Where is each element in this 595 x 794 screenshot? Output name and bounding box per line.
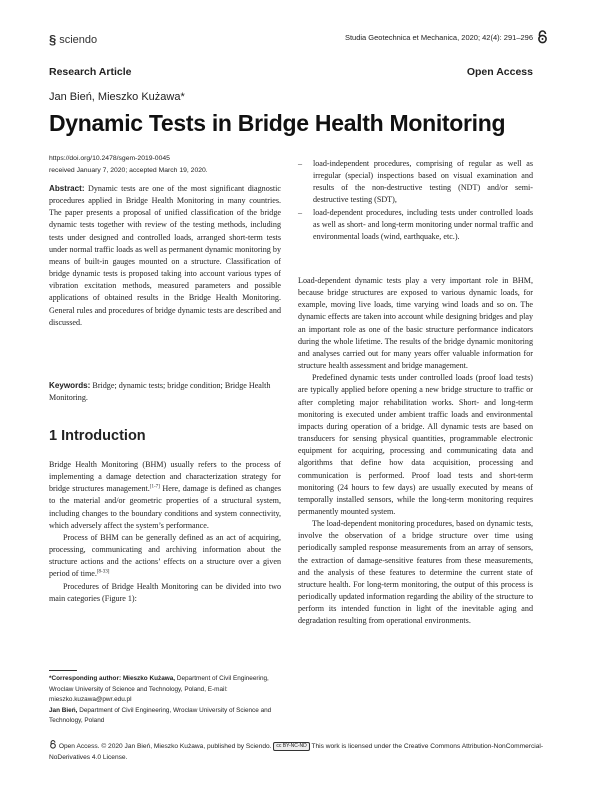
keywords-text: Bridge; dynamic tests; bridge condition; Bridge Health Monitoring. (49, 381, 271, 403)
list-dash: – (298, 159, 303, 168)
license-text-2: This work is licensed under the Creative Commons Attribution-NonCommercial-NoDerivatives 4.0 License. (49, 743, 544, 761)
intro-paragraph-1 (49, 459, 281, 532)
license-text: Open Access. © 2020 Jan Bień, Mieszko Kużawa, published by Sciendo. (58, 743, 272, 750)
introduction-body (49, 459, 281, 605)
list-item-text: load-independent procedures, comprising of regular as well as irregular (special) inspections based on visual examination and results of the non-destructive testing (NDT) and/or semi-destructive testing (SDT), (313, 159, 533, 205)
authors: Jan Bień, Mieszko Kużawa* (49, 91, 185, 103)
keywords (49, 380, 281, 404)
section-heading-introduction: 1 Introduction (49, 428, 146, 444)
list-dash: – (298, 207, 303, 217)
footnote-divider (49, 670, 77, 671)
list-item (298, 207, 533, 243)
list-item (298, 158, 533, 207)
body-paragraph: Load-dependent dynamic tests play a very important role in BHM, because bridge structures are exposed to various dynamic loads, for example, moving live loads, time varying wind loads and so on. The dynamic effects are taken into account while designing bridges and play an important role as one of the basic structure performance indicators during the whole lifetime. The results of the bridge dynamic monitoring and analyses carried out for many years offer valuable information for structure health assessment and bridge management. (298, 276, 533, 371)
second-author-text: Department of Civil Engineering, Wroclaw University of Science and Technology, Poland (49, 706, 272, 725)
abstract-label: Abstract: (49, 184, 85, 193)
paper-title: Dynamic Tests in Bridge Health Monitoring (49, 110, 506, 136)
abstract (49, 183, 281, 329)
open-access-icon (537, 30, 548, 44)
procedure-list (298, 158, 533, 243)
article-type: Research Article (49, 66, 132, 78)
keywords-label: Keywords: (49, 381, 91, 390)
corresponding-author-text: Department of Civil Engineering, Wroclaw University of Science and Technology, Poland, E-mail: mieszko.kuzawa@pwr.edu.pl (49, 675, 269, 704)
intro-p1-text: Bridge Health Monitoring (BHM) usually refers to the process of implementing a damage detection and characterization strategy for bridge structures management. (49, 460, 281, 494)
open-access-label: Open Access (466, 66, 533, 78)
intro-paragraph-2 (49, 532, 281, 581)
intro-p2-text: Process of BHM can be generally defined as an act of acquiring, processing, communicating and archiving information about the structure actions and the actions’ effects on a structure over a given period of time. (49, 532, 281, 579)
license-notice (49, 740, 544, 764)
author-footnote (49, 674, 289, 727)
doi-link[interactable]: https://doi.org/10.2478/sgem-2019-0045 (49, 155, 170, 162)
abstract-text: Dynamic tests are one of the most significant diagnostic procedures applied in Bridge Health Monitoring in many countries. The paper presents a proposal of unified classification of the bridge dynamic tests together with review of the testing methods, including tests under designed and controlled loads, arranged short-term tests under normal traffic loads as well as permanent dynamic monitoring by means of built-in gauges mounted on a structure. Classification of bridge dynamic tests is proposed taking into account various types of vibration excitation methods, measured parameters and possible applications of obtained results in the Bridge Health Monitoring. General rules and procedures of bridge dynamic tests are described and discussed. (49, 184, 281, 327)
corresponding-author-note (49, 674, 289, 706)
second-author-note (49, 706, 289, 727)
citation-ref[interactable]: [8-33] (96, 569, 110, 575)
sciendo-logo-icon: § (49, 32, 57, 47)
body-paragraph: The load-dependent monitoring procedures, based on dynamic tests, involve the observation of a bridge structure over time using periodically sampled response measurements from an array of sensors, the extraction of damage-sensitive features from these measurements, and the analysis of these features to determine the current state of structure health. For long-term monitoring, the output of this process is periodically updated information regarding the ability of the structure to perform its intended function in light of the inevitable aging and degradation resulting from operational environments. (298, 519, 533, 626)
open-access-icon (49, 740, 57, 749)
journal-citation: Studia Geotechnica et Mechanica, 2020; 42(4): 291–296 (344, 33, 533, 42)
second-author-label: Jan Bień, (49, 706, 78, 714)
publisher-logo (49, 32, 97, 47)
body-paragraph: Predefined dynamic tests under controlled loads (proof load tests) are typically applied before opening a new bridge structure to traffic or after completing major rehabilitation works. Short- and long-term monitoring is executed under ambient traffic loads and environmental impacts during operation of a bridge. All dynamic tests are based on transducers for sensing physical quantities, programmable electronic equipment for acquiring, processing and communicating data and algorithms that define how data acquisition, processing and communication is performed. Proof load tests and short-term monitoring (24 hours to few days) are usually executed by means of temporally installed sensors, while the long-term monitoring requires permanently mounted system. (298, 373, 533, 516)
list-item-text: load-dependent procedures, including tests under controlled loads as well as short- and long-term monitoring under normal traffic and environmental loads (wind, earthquake, etc.). (313, 207, 533, 241)
publisher-name: sciendo (59, 33, 98, 46)
citation-ref[interactable]: [1-7] (149, 484, 160, 490)
received-dates: received January 7, 2020; accepted March 19, 2020. (49, 167, 208, 174)
corresponding-author-label: *Corresponding author: Mieszko Kużawa, (49, 675, 176, 682)
intro-paragraph-3: Procedures of Bridge Health Monitoring can be divided into two main categories (Figure 1): (49, 581, 281, 603)
right-column-body (298, 275, 533, 628)
cc-license-badge[interactable]: cc BY-NC-ND (273, 742, 309, 751)
intro-p1-text-2: Here, damage is defined as changes to the material and/or geometric properties of a structural system, including changes to the boundary conditions and system connectivity, which adversely affect the system’s performance. (49, 484, 281, 530)
